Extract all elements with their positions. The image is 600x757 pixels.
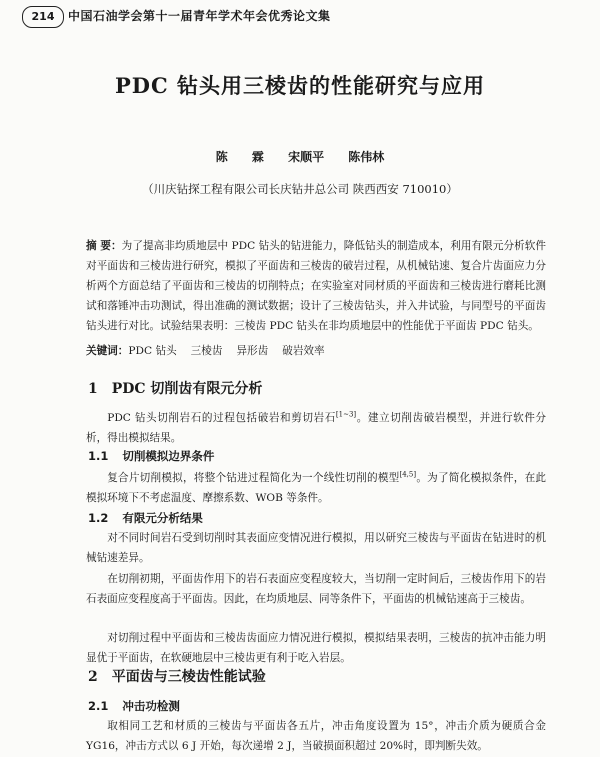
subsection-number: 1.2	[88, 511, 109, 525]
subsection-1-1-heading	[88, 448, 214, 464]
paper-title: PDC 钻头用三棱齿的性能研究与应用	[114, 73, 486, 98]
running-header	[22, 6, 582, 28]
section-1-intro	[86, 408, 546, 448]
keywords	[86, 341, 546, 361]
section-title: 平面齿与三棱齿性能试验	[111, 669, 266, 685]
section-title: PDC 切削齿有限元分析	[111, 381, 263, 397]
keyword: 三棱齿	[190, 345, 223, 357]
keyword: 破岩效率	[282, 345, 325, 357]
subsection-title: 切削模拟边界条件	[122, 449, 215, 463]
keywords-label: 关键词：	[86, 345, 129, 357]
section-2-heading	[88, 666, 266, 686]
paragraph: 在切削初期，平面齿作用下的岩石表面应变程度较大，当切削一定时间后，三棱齿作用下的岩石表面应变程度高于平面齿。因此，在均质地层、同等条件下，平面齿的机械钻速高于三棱齿。	[86, 573, 546, 605]
authors: 陈 霖 宋顺平 陈伟林	[215, 150, 385, 164]
page-number: 214	[22, 6, 64, 28]
subsection-2-1-heading	[88, 698, 180, 714]
journal-title: 中国石油学会第十一届青年学术年会优秀论文集	[68, 9, 331, 23]
paragraph-text: 。建立切削齿破岩模型，并进行软件分析，得出模拟结果。	[86, 412, 547, 444]
paragraph: 对切削过程中平面齿和三棱齿齿面应力情况进行模拟，模拟结果表明，三棱齿的抗冲击能力明显优于平面齿，在软硬地层中三棱齿更有利于吃入岩层。	[86, 632, 546, 664]
paragraph-text: PDC 钻头切削岩石的过程包括破岩和剪切岩石	[107, 412, 336, 424]
keyword: 异形齿	[236, 345, 269, 357]
section-number: 1	[88, 381, 98, 397]
paragraph: 对不同时间岩石受到切削时其表面应变情况进行模拟，用以研究三棱齿与平面齿在钻进时的机械钻速差异。	[86, 532, 546, 564]
keyword: PDC 钻头	[128, 345, 177, 357]
abstract	[86, 236, 546, 336]
abstract-label: 摘 要：	[86, 240, 122, 252]
citation: [1~3]	[335, 410, 357, 419]
subsection-number: 2.1	[88, 699, 109, 713]
subsection-title: 冲击功检测	[122, 699, 180, 713]
section-number: 2	[88, 669, 98, 685]
section-1-heading	[88, 378, 262, 398]
paragraph-text: 。为了简化模拟条件，在此模拟环境下不考虑温度、摩擦系数、WOB 等条件。	[86, 472, 547, 504]
citation: [4,5]	[399, 470, 417, 479]
paragraph: 取相同工艺和材质的三棱齿与平面齿各五片，冲击角度设置为 15°，冲击介质为硬质合金 YG16，冲击方式以 6 J 开始，每次递增 2 J，当破损面积超过 20%时，即判断失效。	[86, 720, 546, 752]
subsection-1-2-heading	[88, 510, 203, 526]
affiliation: （川庆钻探工程有限公司长庆钻井总公司 陕西西安 710010）	[142, 182, 458, 196]
subsection-title: 有限元分析结果	[122, 511, 203, 525]
abstract-text: 为了提高非均质地层中 PDC 钻头的钻进能力，降低钻头的制造成本，利用有限元分析软件对平面齿和三棱齿进行研究，模拟了平面齿和三棱齿的破岩过程，从机械钻速、复合片齿面应力分析两个方面总结了平面齿和三棱齿的切削特点；在实验室对同材质的平面齿和三棱齿进行磨耗比测试和落锤冲击功测试，得出准确的测试数据；设计了三棱齿钻头，并入井试验，与同型号的平面齿钻头进行对比。试验结果表明：三棱齿 PDC 钻头在非均质地层中的性能优于平面齿 PDC 钻头。	[86, 240, 546, 332]
paragraph-text: 复合片切削模拟，将整个钻进过程简化为一个线性切削的模型	[107, 472, 400, 484]
subsection-1-1-text	[86, 468, 546, 508]
subsection-number: 1.1	[88, 449, 109, 463]
